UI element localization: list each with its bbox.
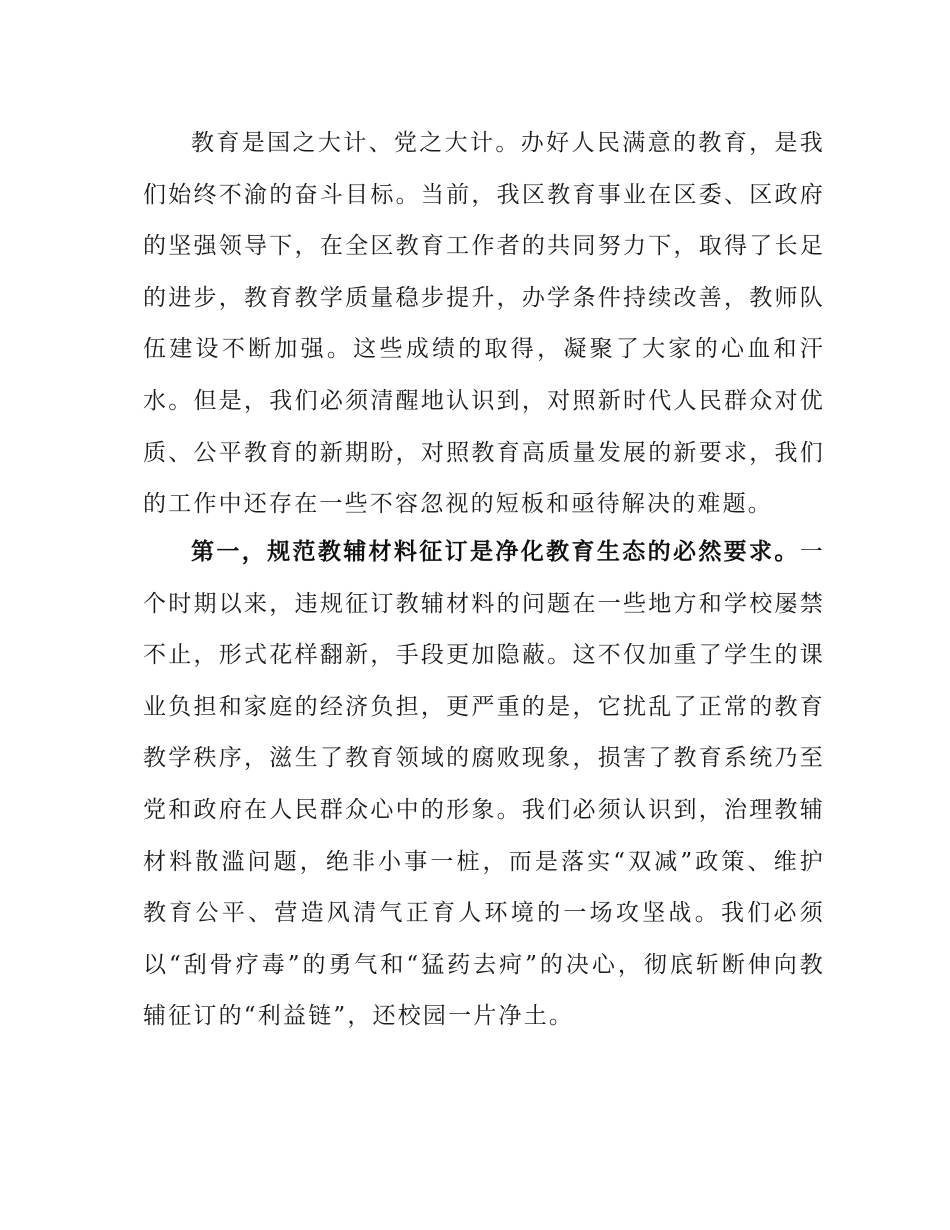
paragraph-intro: 教育是国之大计、党之大计。办好人民满意的教育，是我们始终不渝的奋斗目标。当前，我区教育事业在区委、区政府的坚强领导下，在全区教育工作者的共同努力下，取得了长足的进步，教育教学质量稳步提升，办学条件持续改善，教师队伍建设不断加强。这些成绩的取得，凝聚了大家的心血和汗水。但是，我们必须清醒地认识到，对照新时代人民群众对优质、公平教育的新期盼，对照教育高质量发展的新要求，我们的工作中还存在一些不容忽视的短板和亟待解决的难题。 (143, 130, 825, 518)
paragraph-lead-sentence: 第一，规范教辅材料征订是净化教育生态的必然要求。 (191, 539, 800, 565)
paragraph-body-text: 一个时期以来，违规征订教辅材料的问题在一些地方和学校屡禁不止，形式花样翻新，手段更加隐蔽。这不仅加重了学生的课业负担和家庭的经济负担，更严重的是，它扰乱了正常的教育教学秩序，滋生了教育领域的腐败现象，损害了教育系统乃至党和政府在人民群众心中的形象。我们必须认识到，治理教辅材料散滥问题，绝非小事一桩，而是落实“双减”政策、维护教育公平、营造风清气正育人环境的一场攻坚战。我们必须以“刮骨疗毒”的勇气和“猛药去疴”的决心，彻底斩断伸向教辅征订的“利益链”，还校园一片净土。 (143, 539, 825, 1030)
paragraph-point-one (143, 527, 825, 1043)
